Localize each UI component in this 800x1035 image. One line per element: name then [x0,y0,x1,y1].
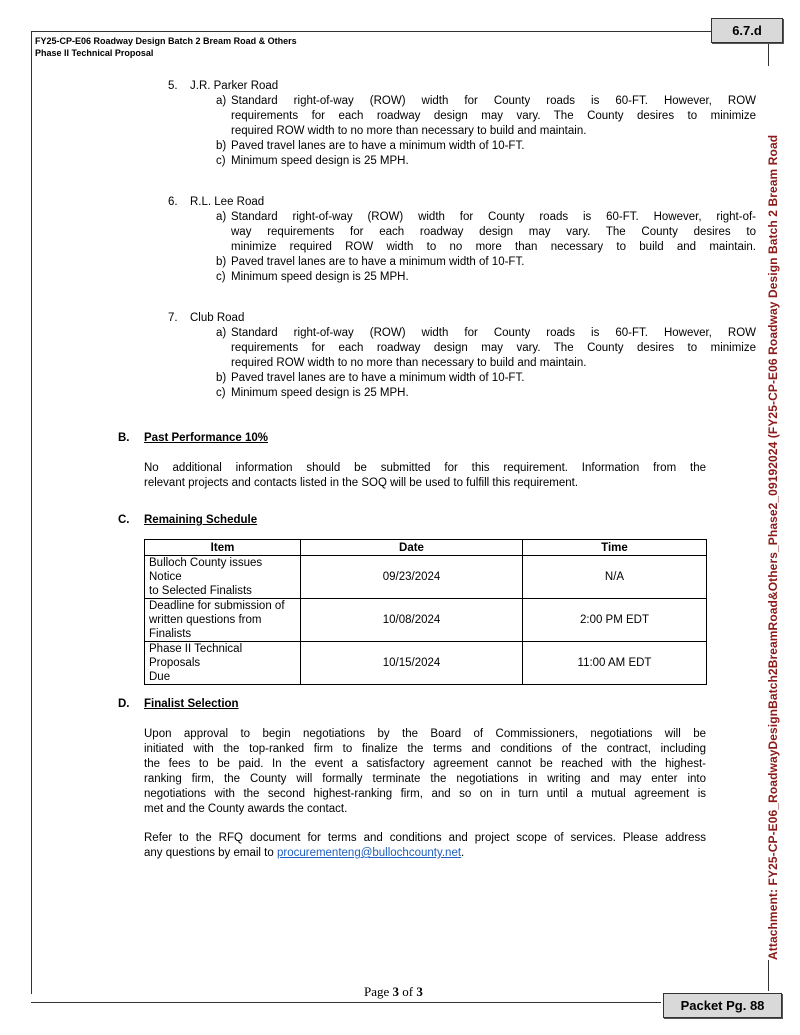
road-name: Club Road [190,312,245,324]
page-number: Page 3 of 3 [364,984,423,999]
table-row [145,556,707,599]
cell-time: 2:00 PM EDT [523,599,707,642]
requirement-item: a) Standard right-of-way (ROW) width for County roads is 60-FT. However, ROW requirements for each roadway design may vary. The County desires to minimize required ROW width to no more than necessary to build and maintain. [216,95,756,137]
requirement-item: a) Standard right-of-way (ROW) width for County roads is 60-FT. However, ROW requirements for each roadway design may vary. The County desires to minimize required ROW width to no more than necessary to build and maintain. [216,327,756,369]
table-header-row [145,540,707,556]
requirement-item: b) Paved travel lanes are to have a minimum width of 10-FT. [216,372,525,384]
frame-line-bottom [31,1002,661,1003]
email-link[interactable]: procurementeng@bullochcounty.net [276,847,462,859]
section-heading-remaining-schedule: C. Remaining Schedule [118,514,258,526]
document-header [35,35,297,59]
table-row [145,599,707,642]
cell-item: Bulloch County issues Notice to Selected Finalists [145,556,301,599]
requirement-item: b) Paved travel lanes are to have a minimum width of 10-FT. [216,256,525,268]
header-line-2: Phase II Technical Proposal [35,48,154,58]
road-name: J.R. Parker Road [190,80,279,92]
frame-line-left [31,31,32,994]
road-name: R.L. Lee Road [190,196,265,208]
schedule-table [144,539,707,685]
cell-item: Deadline for submission of written questions from Finalists [145,599,301,642]
requirement-item: a) Standard right-of-way (ROW) width for County roads is 60-FT. However, right-of- way requirements for each roadway design may vary. The County desires to minimize required ROW width to no more than necessary to build and maintain. [216,211,756,253]
cell-date: 10/08/2024 [301,599,523,642]
cell-date: 09/23/2024 [301,556,523,599]
frame-line-right-top [768,42,769,66]
column-header-item: Item [145,540,301,556]
cell-time: N/A [523,556,707,599]
section-heading-finalist-selection: D. Finalist Selection [118,698,239,710]
road-item [168,195,756,285]
cell-item: Phase II Technical Proposals Due [145,642,301,685]
attachment-side-label: Attachment: FY25-CP-E06_RoadwayDesignBatch2BreamRoad&Others_Phase2_09192024 (FY25-CP-E06 Roadway Design Batch 2 Bream Road [766,134,780,960]
frame-line-top [32,31,712,32]
header-line-1: FY25-CP-E06 Roadway Design Batch 2 Bream Road & Others [35,36,297,46]
packet-page-stamp: Packet Pg. 88 [663,993,782,1018]
contact-paragraph: Refer to the RFQ document for terms and conditions and project scope of services. Please address any questions by email to procurementeng@bullochcounty.net. [144,832,706,859]
road-number: 5. [168,80,178,92]
section-heading-past-performance: B. Past Performance 10% [118,432,269,444]
road-item [168,79,756,169]
cell-date: 10/15/2024 [301,642,523,685]
requirement-item: c) Minimum speed design is 25 MPH. [216,387,409,399]
cell-time: 11:00 AM EDT [523,642,707,685]
frame-line-right-bottom [768,960,769,991]
road-item [168,311,756,401]
road-number: 7. [168,312,178,324]
finalist-selection-paragraph: Upon approval to begin negotiations by the Board of Commissioners, negotiations will be initiated with the top-ranked firm to finalize the terms and conditions of the contract, including the fees to be paid. In the event a satisfactory agreement cannot be reached with the highest- ranking firm, the County will formally terminate the negotiations in writing and may enter into negotiations with the second highest-ranking firm, and so on in turn until a mutual agreement is met and the County awards the contact. [144,728,706,815]
road-number: 6. [168,196,178,208]
table-row [145,642,707,685]
requirement-item: b) Paved travel lanes are to have a minimum width of 10-FT. [216,140,525,152]
requirement-item: c) Minimum speed design is 25 MPH. [216,155,409,167]
agenda-item-stamp: 6.7.d [711,18,783,43]
past-performance-paragraph: No additional information should be submitted for this requirement. Information from the relevant projects and contacts listed in the SOQ will be used to fulfill this requirement. [144,462,706,489]
column-header-date: Date [301,540,523,556]
column-header-time: Time [523,540,707,556]
requirement-item: c) Minimum speed design is 25 MPH. [216,271,409,283]
